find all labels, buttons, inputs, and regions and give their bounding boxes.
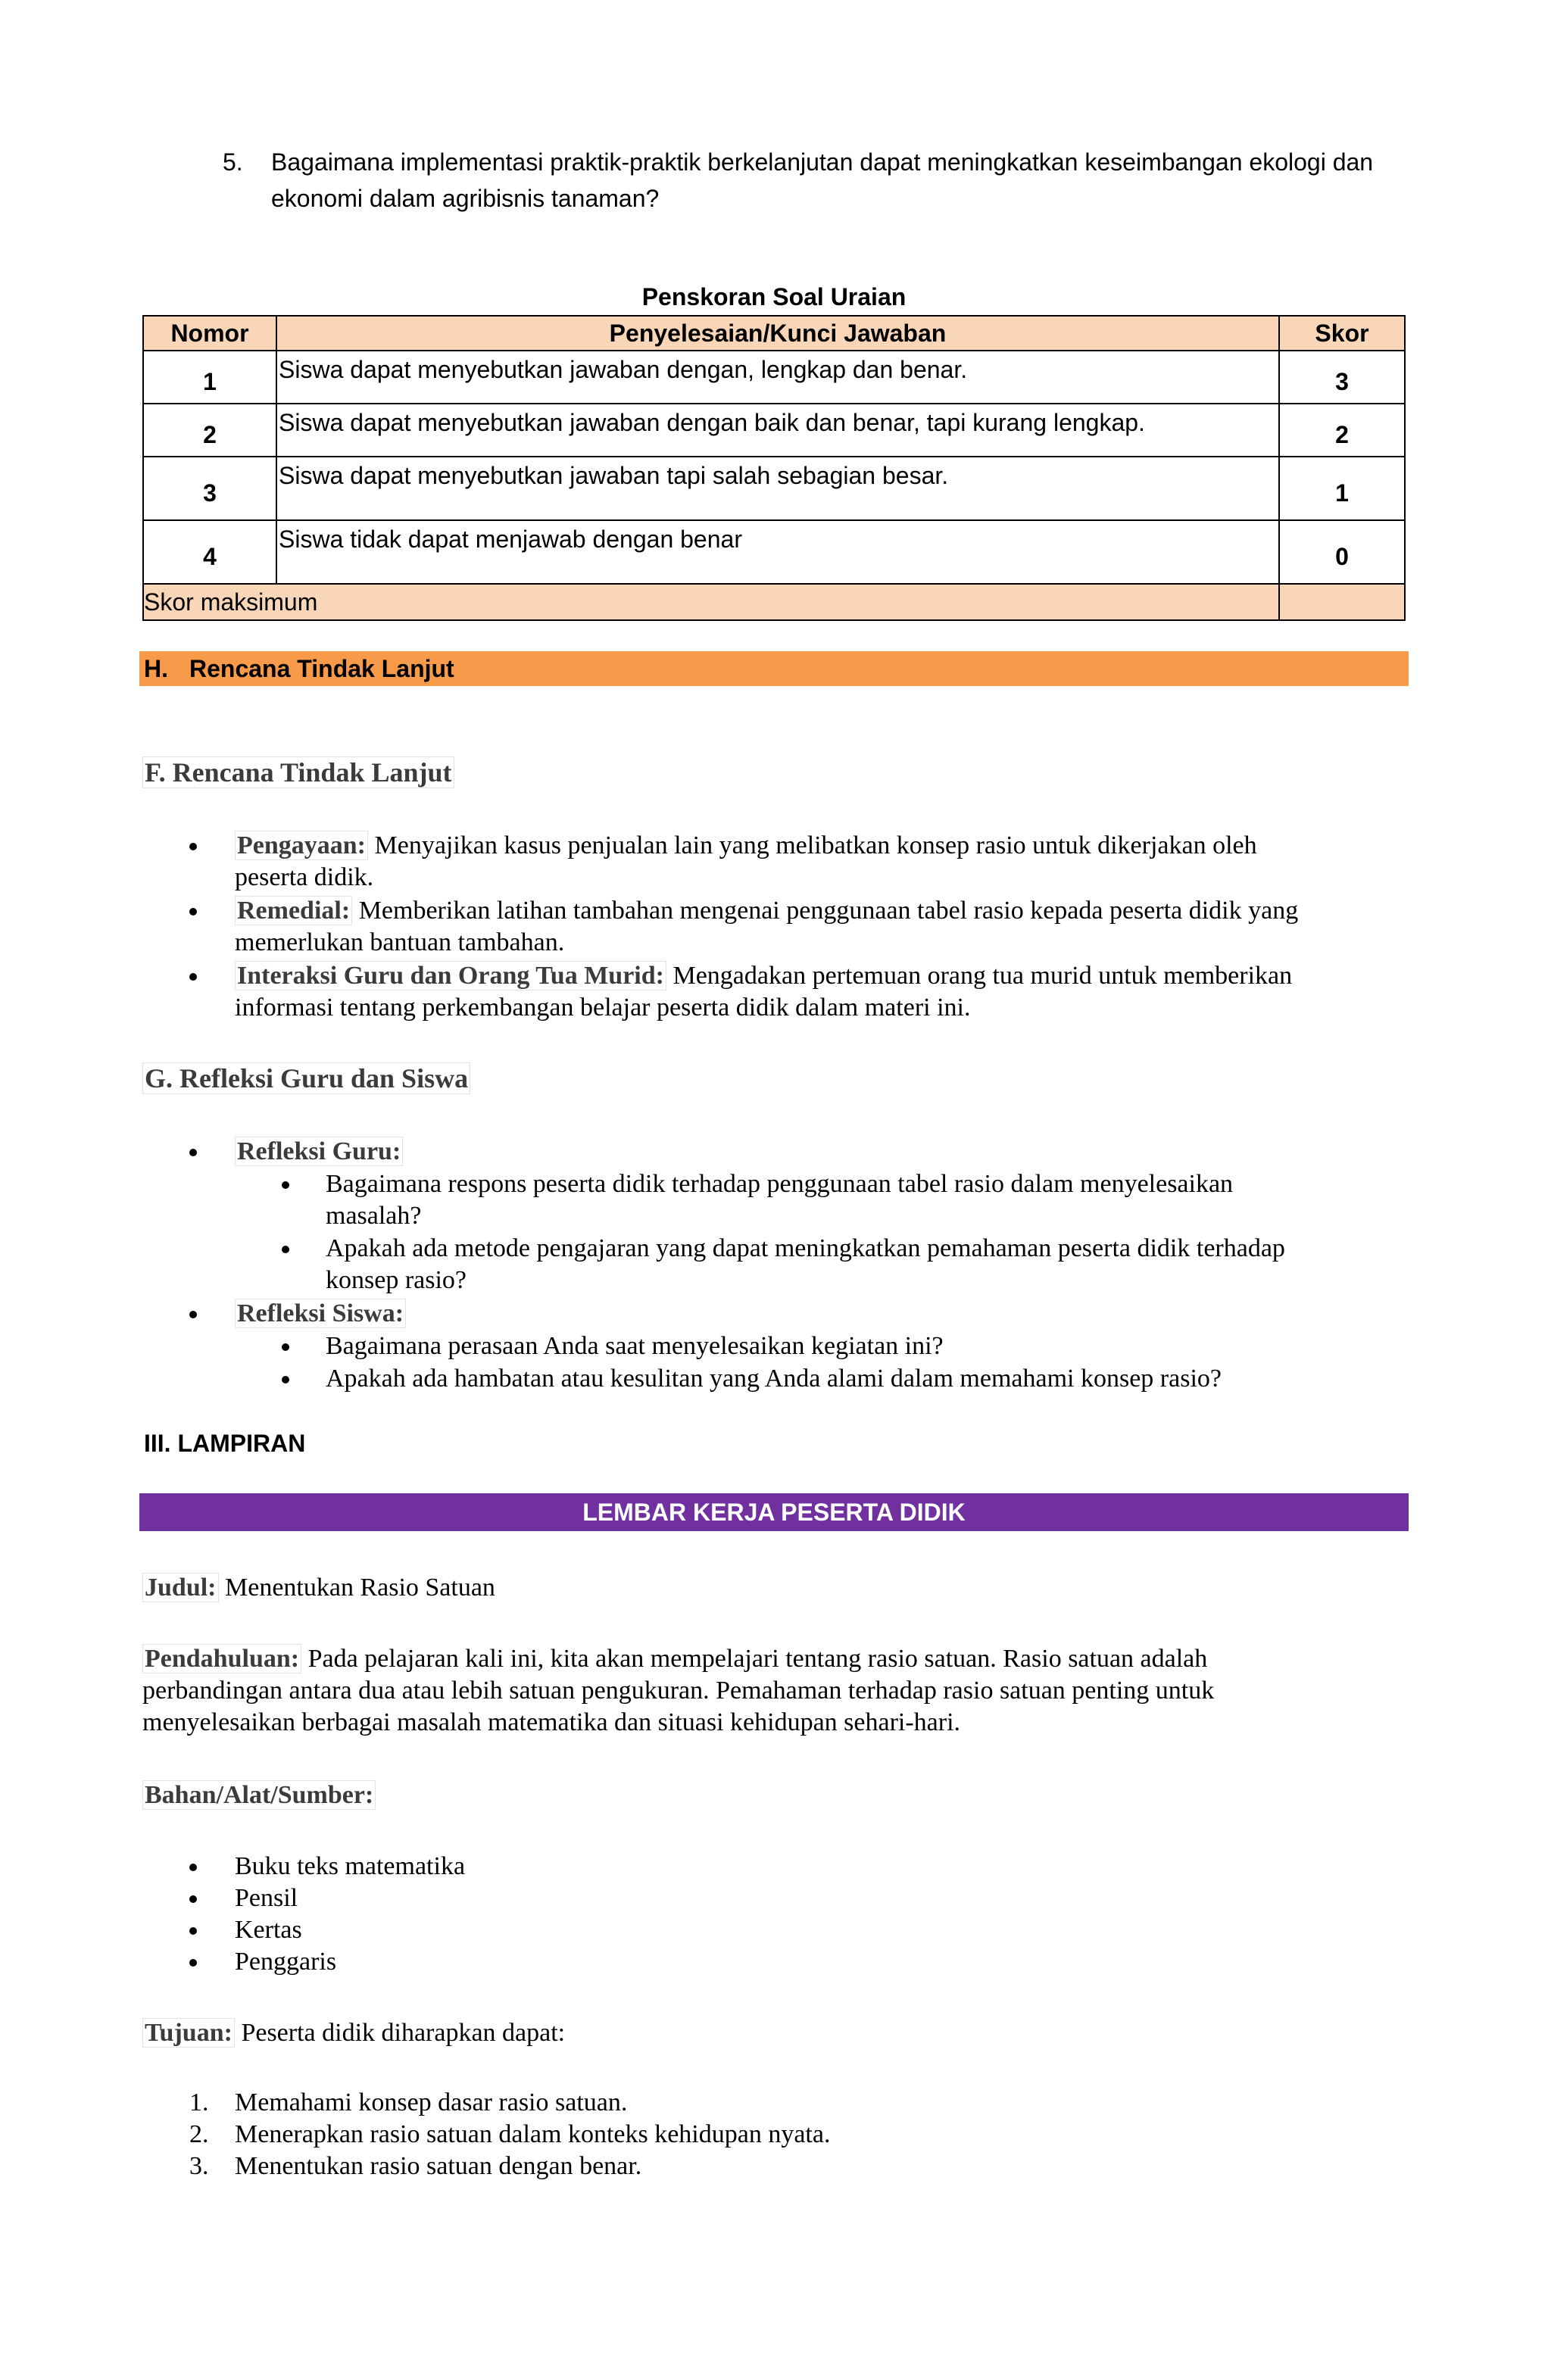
bullet-icon	[282, 1376, 289, 1383]
cell-skor: 3	[1279, 351, 1405, 404]
list-number: 2.	[189, 2120, 209, 2148]
item-label: Remedial:	[235, 896, 352, 925]
cell-skor: 2	[1279, 404, 1405, 457]
bullet-icon	[189, 908, 197, 916]
table-row	[143, 457, 1405, 520]
cell-nomor: 3	[143, 457, 276, 520]
list-item: Bagaimana perasaan Anda saat menyelesaikan kegiatan ini?	[326, 1332, 944, 1360]
list-item	[326, 1168, 1416, 1232]
list-item	[235, 960, 1416, 1024]
table-footer-row	[143, 584, 1405, 620]
item-text-cont: konsep rasio?	[326, 1266, 467, 1294]
cell-skor: 1	[1279, 457, 1405, 520]
question-text: Bagaimana implementasi praktik-praktik berkelanjutan dapat meningkatkan keseimbangan ekologi dan ekonomi dalam agribisnis tanaman?	[271, 148, 1374, 212]
list-item	[326, 1233, 1416, 1296]
list-number: 1.	[189, 2088, 209, 2116]
bullet-icon	[189, 1311, 197, 1318]
tujuan-intro: Peserta didik diharapkan dapat:	[241, 2019, 566, 2047]
table-header-row	[143, 316, 1405, 351]
list-item: Penggaris	[235, 1948, 337, 1976]
list-item: Memahami konsep dasar rasio satuan.	[235, 2088, 628, 2116]
item-text-cont: peserta didik.	[235, 863, 374, 891]
lampiran-title: III. LAMPIRAN	[144, 1430, 306, 1457]
header-nomor: Nomor	[143, 316, 276, 351]
cell-kunci: Siswa dapat menyebutkan jawaban dengan, lengkap dan benar.	[276, 351, 1279, 404]
item-text-cont: memerlukan bantuan tambahan.	[235, 928, 565, 956]
bullet-icon	[189, 1959, 197, 1967]
bahan-heading	[142, 1780, 376, 1811]
cell-kunci: Siswa dapat menyebutkan jawaban dengan baik dan benar, tapi kurang lengkap.	[276, 404, 1279, 457]
tujuan-label: Tujuan:	[142, 2018, 235, 2048]
item-text: Memberikan latihan tambahan mengenai penggunaan tabel rasio kepada peserta didik yang	[358, 897, 1299, 925]
section-h-bar	[139, 651, 1409, 686]
bullet-icon	[282, 1343, 289, 1351]
table-row	[143, 520, 1405, 584]
table-row	[143, 351, 1405, 404]
item-text: Mengadakan pertemuan orang tua murid untuk memberikan	[673, 962, 1293, 990]
item-label: Refleksi Guru:	[235, 1137, 403, 1166]
bullet-icon	[189, 1927, 197, 1935]
refleksi-guru-label	[235, 1136, 403, 1168]
skor-maksimum-label: Skor maksimum	[143, 584, 1279, 620]
cell-nomor: 2	[143, 404, 276, 457]
header-kunci: Penyelesaian/Kunci Jawaban	[276, 316, 1279, 351]
section-f-heading: F. Rencana Tindak Lanjut	[142, 756, 454, 788]
section-g-heading: G. Refleksi Guru dan Siswa	[142, 1062, 470, 1094]
list-item: Apakah ada hambatan atau kesulitan yang Anda alami dalam memahami konsep rasio?	[326, 1365, 1222, 1393]
judul-text: Menentukan Rasio Satuan	[225, 1574, 495, 1602]
pendahuluan-line: menyelesaikan berbagai masalah matematika dan situasi kehidupan sehari-hari.	[142, 1708, 961, 1736]
refleksi-siswa-label	[235, 1298, 406, 1330]
tujuan	[142, 2017, 565, 2049]
section-h-letter: H.	[144, 655, 168, 682]
item-label: Interaksi Guru dan Orang Tua Murid:	[235, 961, 666, 990]
list-item: Pensil	[235, 1884, 298, 1912]
list-item: Menentukan rasio satuan dengan benar.	[235, 2152, 642, 2180]
item-text-cont: masalah?	[326, 1202, 422, 1230]
list-item: Kertas	[235, 1916, 302, 1944]
item-label: Pengayaan:	[235, 831, 368, 860]
cell-skor: 0	[1279, 520, 1405, 584]
scoring-table	[142, 315, 1406, 621]
bullet-icon	[282, 1181, 289, 1189]
judul-label: Judul:	[142, 1573, 219, 1602]
cell-kunci: Siswa tidak dapat menjawab dengan benar	[276, 520, 1279, 584]
bullet-icon	[189, 1895, 197, 1903]
table-row	[143, 404, 1405, 457]
lkpd-bar: LEMBAR KERJA PESERTA DIDIK	[139, 1493, 1409, 1531]
list-number: 3.	[189, 2152, 209, 2180]
bahan-label: Bahan/Alat/Sumber:	[142, 1780, 376, 1810]
bullet-icon	[189, 1864, 197, 1871]
bullet-icon	[189, 843, 197, 850]
pendahuluan	[142, 1643, 1415, 1739]
item-text: Apakah ada metode pengajaran yang dapat meningkatkan pemahaman peserta didik terhadap	[326, 1234, 1285, 1262]
cell-kunci: Siswa dapat menyebutkan jawaban tapi salah sebagian besar.	[276, 457, 1279, 520]
cell-nomor: 1	[143, 351, 276, 404]
item-text-cont: informasi tentang perkembangan belajar peserta didik dalam materi ini.	[235, 993, 971, 1022]
list-item: Menerapkan rasio satuan dalam konteks kehidupan nyata.	[235, 2120, 831, 2148]
item-text: Menyajikan kasus penjualan lain yang melibatkan konsep rasio untuk dikerjakan oleh	[374, 831, 1257, 859]
list-item	[235, 895, 1416, 959]
section-h-title: Rencana Tindak Lanjut	[189, 655, 454, 682]
bullet-icon	[189, 973, 197, 981]
pendahuluan-line: perbandingan antara dua atau lebih satuan pengukuran. Pemahaman terhadap rasio satuan penting untuk	[142, 1677, 1215, 1705]
item-text: Bagaimana respons peserta didik terhadap penggunaan tabel rasio dalam menyelesaikan	[326, 1170, 1234, 1198]
question-number: 5.	[223, 148, 243, 176]
judul	[142, 1572, 495, 1604]
header-skor: Skor	[1279, 316, 1405, 351]
cell-nomor: 4	[143, 520, 276, 584]
bullet-icon	[282, 1246, 289, 1253]
item-label: Refleksi Siswa:	[235, 1299, 406, 1328]
list-item	[235, 830, 1416, 894]
list-item: Buku teks matematika	[235, 1852, 466, 1880]
bullet-icon	[189, 1149, 197, 1156]
skor-maksimum-value	[1279, 584, 1405, 620]
pendahuluan-label: Pendahuluan:	[142, 1644, 301, 1673]
scoring-title: Penskoran Soal Uraian	[641, 283, 907, 310]
pendahuluan-line: Pada pelajaran kali ini, kita akan mempelajari tentang rasio satuan. Rasio satuan adalah	[307, 1645, 1208, 1673]
